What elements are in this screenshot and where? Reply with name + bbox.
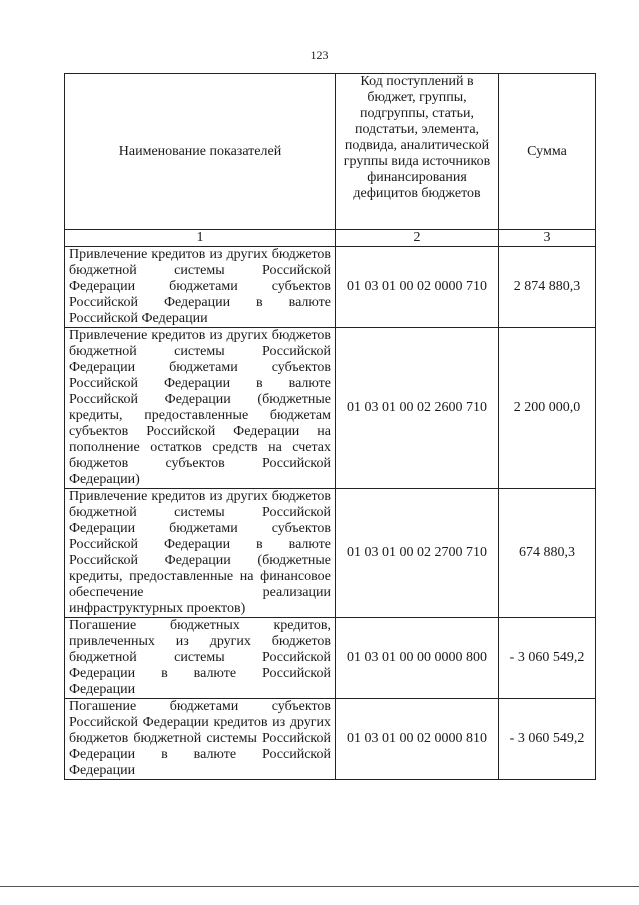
row-code: 01 03 01 00 02 0000 810	[336, 699, 499, 780]
budget-sources-table	[64, 73, 596, 780]
header-sum: Сумма	[499, 74, 596, 230]
column-number-3: 3	[499, 230, 596, 247]
row-code: 01 03 01 00 02 0000 710	[336, 247, 499, 328]
table-row	[65, 328, 596, 489]
table-header-row	[65, 74, 596, 230]
table-row	[65, 247, 596, 328]
column-number-2: 2	[336, 230, 499, 247]
row-sum: 2 874 880,3	[499, 247, 596, 328]
row-indicator-name: Привлечение кредитов из других бюджетов бюджетной системы Российской Федерации бюджетами субъектов Российской Федерации в валюте Российской Федерации (бюджетные кредиты, предоставленные на финансовое обеспечение реализации инфраструктурных проектов)	[65, 489, 336, 618]
header-indicator-name: Наименование показателей	[65, 74, 336, 230]
column-number-1: 1	[65, 230, 336, 247]
table-row	[65, 618, 596, 699]
row-indicator-name: Погашение бюджетных кредитов, привлеченных из других бюджетов бюджетной системы Российской Федерации в валюте Российской Федерации	[65, 618, 336, 699]
row-sum: 674 880,3	[499, 489, 596, 618]
row-indicator-name: Привлечение кредитов из других бюджетов бюджетной системы Российской Федерации бюджетами субъектов Российской Федерации в валюте Российской Федерации	[65, 247, 336, 328]
table-row	[65, 699, 596, 780]
row-sum: - 3 060 549,2	[499, 699, 596, 780]
row-code: 01 03 01 00 00 0000 800	[336, 618, 499, 699]
row-sum: - 3 060 549,2	[499, 618, 596, 699]
table-row	[65, 489, 596, 618]
header-revenue-code: Код поступлений в бюджет, группы, подгруппы, статьи, подстатьи, элемента, подвида, аналитической группы вида источников финансирования дефицитов бюджетов	[336, 74, 499, 230]
row-indicator-name: Погашение бюджетами субъектов Российской Федерации кредитов из других бюджетов бюджетной системы Российской Федерации в валюте Российской Федерации	[65, 699, 336, 780]
row-code: 01 03 01 00 02 2700 710	[336, 489, 499, 618]
page-number: 123	[310, 48, 329, 62]
bottom-divider	[0, 886, 639, 887]
row-sum: 2 200 000,0	[499, 328, 596, 489]
row-code: 01 03 01 00 02 2600 710	[336, 328, 499, 489]
row-indicator-name: Привлечение кредитов из других бюджетов бюджетной системы Российской Федерации бюджетами субъектов Российской Федерации в валюте Российской Федерации (бюджетные кредиты, предоставленные бюджетам субъектов Российской Федерации на пополнение остатков средств на счетах бюджетов субъектов Российской Федерации)	[65, 328, 336, 489]
column-numbers-row	[65, 230, 596, 247]
